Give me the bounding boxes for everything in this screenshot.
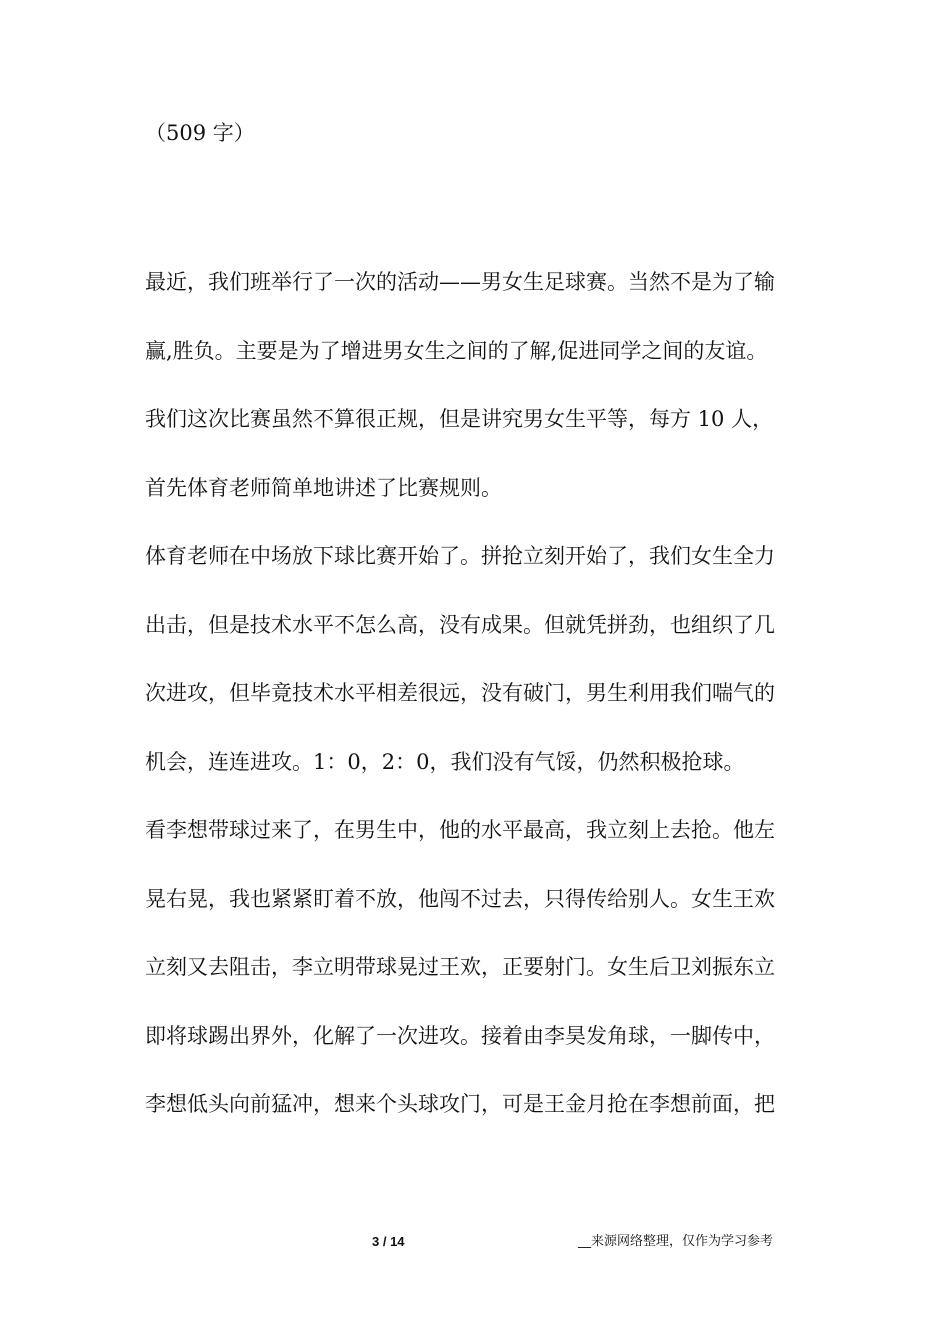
article-body [145, 266, 825, 1157]
text-line: 看李想带球过来了，在男生中，他的水平最高，我立刻上去抢。他左 [145, 818, 775, 842]
page-number: 3 / 14 [372, 1234, 405, 1249]
text-line: 出击，但是技术水平不怎么高，没有成果。但就凭拼劲，也组织了几 [145, 612, 775, 637]
text-line: 赢,胜负。主要是为了增进男女生之间的了解,促进同学之间的友谊。 [145, 338, 768, 363]
text-line: 体育老师在中场放下球比赛开始了。拼抢立刻开始了，我们女生全力 [145, 544, 775, 568]
text-line: 最近，我们班举行了一次的活动——男女生足球赛。当然不是为了输 [145, 270, 775, 294]
text-line: 次进攻，但毕竟技术水平相差很远，没有破门，男生利用我们喘气的 [145, 681, 775, 705]
text-line: 机会，连连进攻。1：0，2：0，我们没有气馁，仍然积极抢球。 [145, 749, 745, 774]
source-note: __来源网络整理，仅作为学习参考 [578, 1234, 774, 1249]
word-count: （509 字） [145, 121, 255, 145]
text-line: 首先体育老师简单地讲述了比赛规则。 [145, 475, 502, 500]
text-line: 我们这次比赛虽然不算很正规，但是讲究男女生平等，每方 10 人， [145, 407, 774, 431]
text-line: 立刻又去阻击，李立明带球晃过王欢，正要射门。女生后卫刘振东立 [145, 955, 775, 979]
text-line: 即将球踢出界外，化解了一次进攻。接着由李昊发角球，一脚传中， [145, 1023, 775, 1048]
text-line: 李想低头向前猛冲，想来个头球攻门，可是王金月抢在李想前面，把 [145, 1092, 775, 1116]
text-line: 晃右晃，我也紧紧盯着不放，他闯不过去，只得传给别人。女生王欢 [145, 886, 775, 911]
